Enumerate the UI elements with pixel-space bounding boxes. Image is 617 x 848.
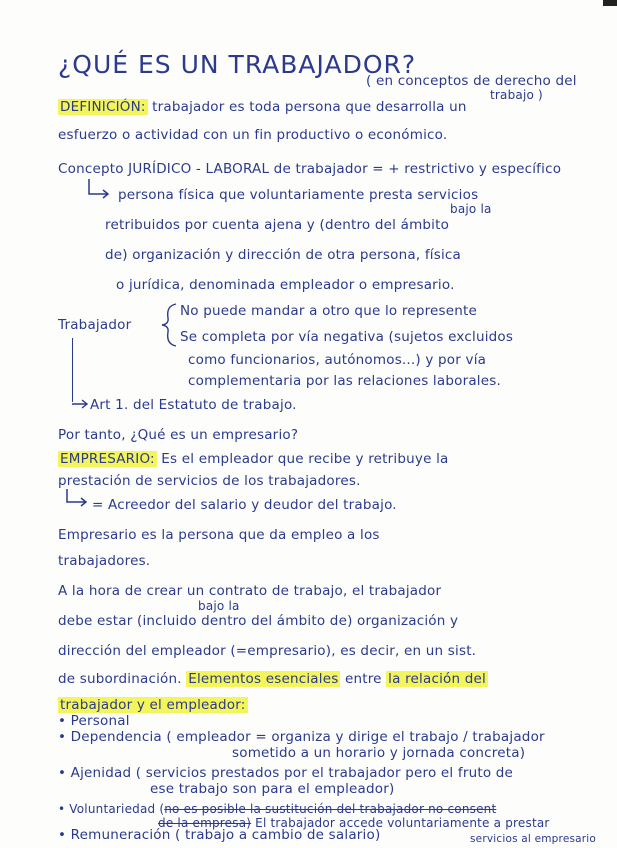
concept-line: Concepto JURÍDICO - LABORAL de trabajador = + restrictivo y específico [58,161,562,177]
remuneracion-note: servicios al empresario [470,833,597,845]
return-arrow-icon [86,178,112,202]
persona-line-3: de) organización y dirección de otra persona, física [105,247,462,263]
element-ajenidad: • Ajenidad ( servicios prestados por el trabajador pero el fruto de [58,765,514,781]
empresario-def-2: trabajadores. [58,553,151,569]
title-note: ( en conceptos de derecho del [366,73,577,89]
relation-heading-continued: trabajador y el empleador: [60,697,246,713]
entre-text: entre [344,671,382,687]
element-dependencia-2: sometido a un horario y jornada concreta) [232,745,526,761]
contract-line-1: A la hora de crear un contrato de trabajo, el trabajador [58,583,442,599]
acreedor-line: = Acreedor del salario y deudor del trabajo. [92,497,397,513]
empresario-line [58,450,449,468]
element-remuneracion: • Remuneración ( trabajo a cambio de salario) [58,827,381,843]
element-personal: • Personal [58,713,130,729]
page-title: ¿QUÉ ES UN TRABAJADOR? [58,50,417,79]
voluntariedad-struck: no es posible la sustitución del trabajador no consent [164,802,497,816]
persona-line-2: retribuidos por cuenta ajena y (dentro del ámbito [105,217,450,233]
empresario-label: EMPRESARIO: [60,451,155,467]
trabajador-bullet-1: No puede mandar a otro que lo represente [180,303,478,319]
empresario-question: Por tanto, ¿Qué es un empresario? [58,427,299,443]
voluntariedad-struck-2: de la empresa) [158,816,252,830]
scan-corner-mark [603,0,617,6]
empresario-text-2: prestación de servicios de los trabajadores. [58,473,361,489]
return-arrow-icon [64,488,90,510]
trabajador-bullet-4: complementaria por las relaciones laborales. [188,373,501,389]
brace-icon [160,302,180,348]
definition-text: trabajador es toda persona que desarrolla un [152,99,467,115]
trabajador-label: Trabajador [58,317,132,333]
title-note-continued: trabajo ) [490,88,543,102]
subordination-text: de subordinación. [58,671,182,687]
persona-line-1: persona física que voluntariamente presta servicios [118,187,479,203]
contract-line-3: dirección del empleador (=empresario), es decir, en un sist. [58,643,477,659]
elements-heading: Elementos esenciales [188,671,339,687]
insert-bajo-la-2: bajo la [198,599,240,613]
definition-text-2: esfuerzo o actividad con un fin productivo o económico. [58,127,448,143]
trabajador-bullet-2: Se completa por vía negativa (sujetos excluidos [180,329,514,345]
article-line: Art 1. del Estatuto de trabajo. [90,397,297,413]
arrow-right-icon [70,396,90,410]
definition-line [58,98,467,116]
insert-bajo-la-1: bajo la [450,202,492,216]
contract-line-2: debe estar (incluido dentro del ámbito de) organización y [58,613,459,629]
empresario-def-1: Empresario es la persona que da empleo a los [58,527,380,543]
empresario-text: Es el empleador que recibe y retribuye la [161,451,449,467]
contract-line-4 [58,670,488,688]
trabajador-bullet-3: como funcionarios, autónomos...) y por vía [188,352,487,368]
connector-line [72,338,73,402]
element-dependencia: • Dependencia ( empleador = organiza y dirige el trabajo / trabajador [58,729,545,745]
definition-label: DEFINICIÓN: [60,99,146,115]
voluntariedad-label: • Voluntariedad ( [58,802,165,816]
voluntariedad-correction: El trabajador accede voluntariamente a prestar [255,816,550,830]
element-ajenidad-2: ese trabajo son para el empleador) [150,781,395,797]
relation-heading: la relación del [388,671,486,687]
persona-line-4: o jurídica, denominada empleador o empresario. [116,277,455,293]
